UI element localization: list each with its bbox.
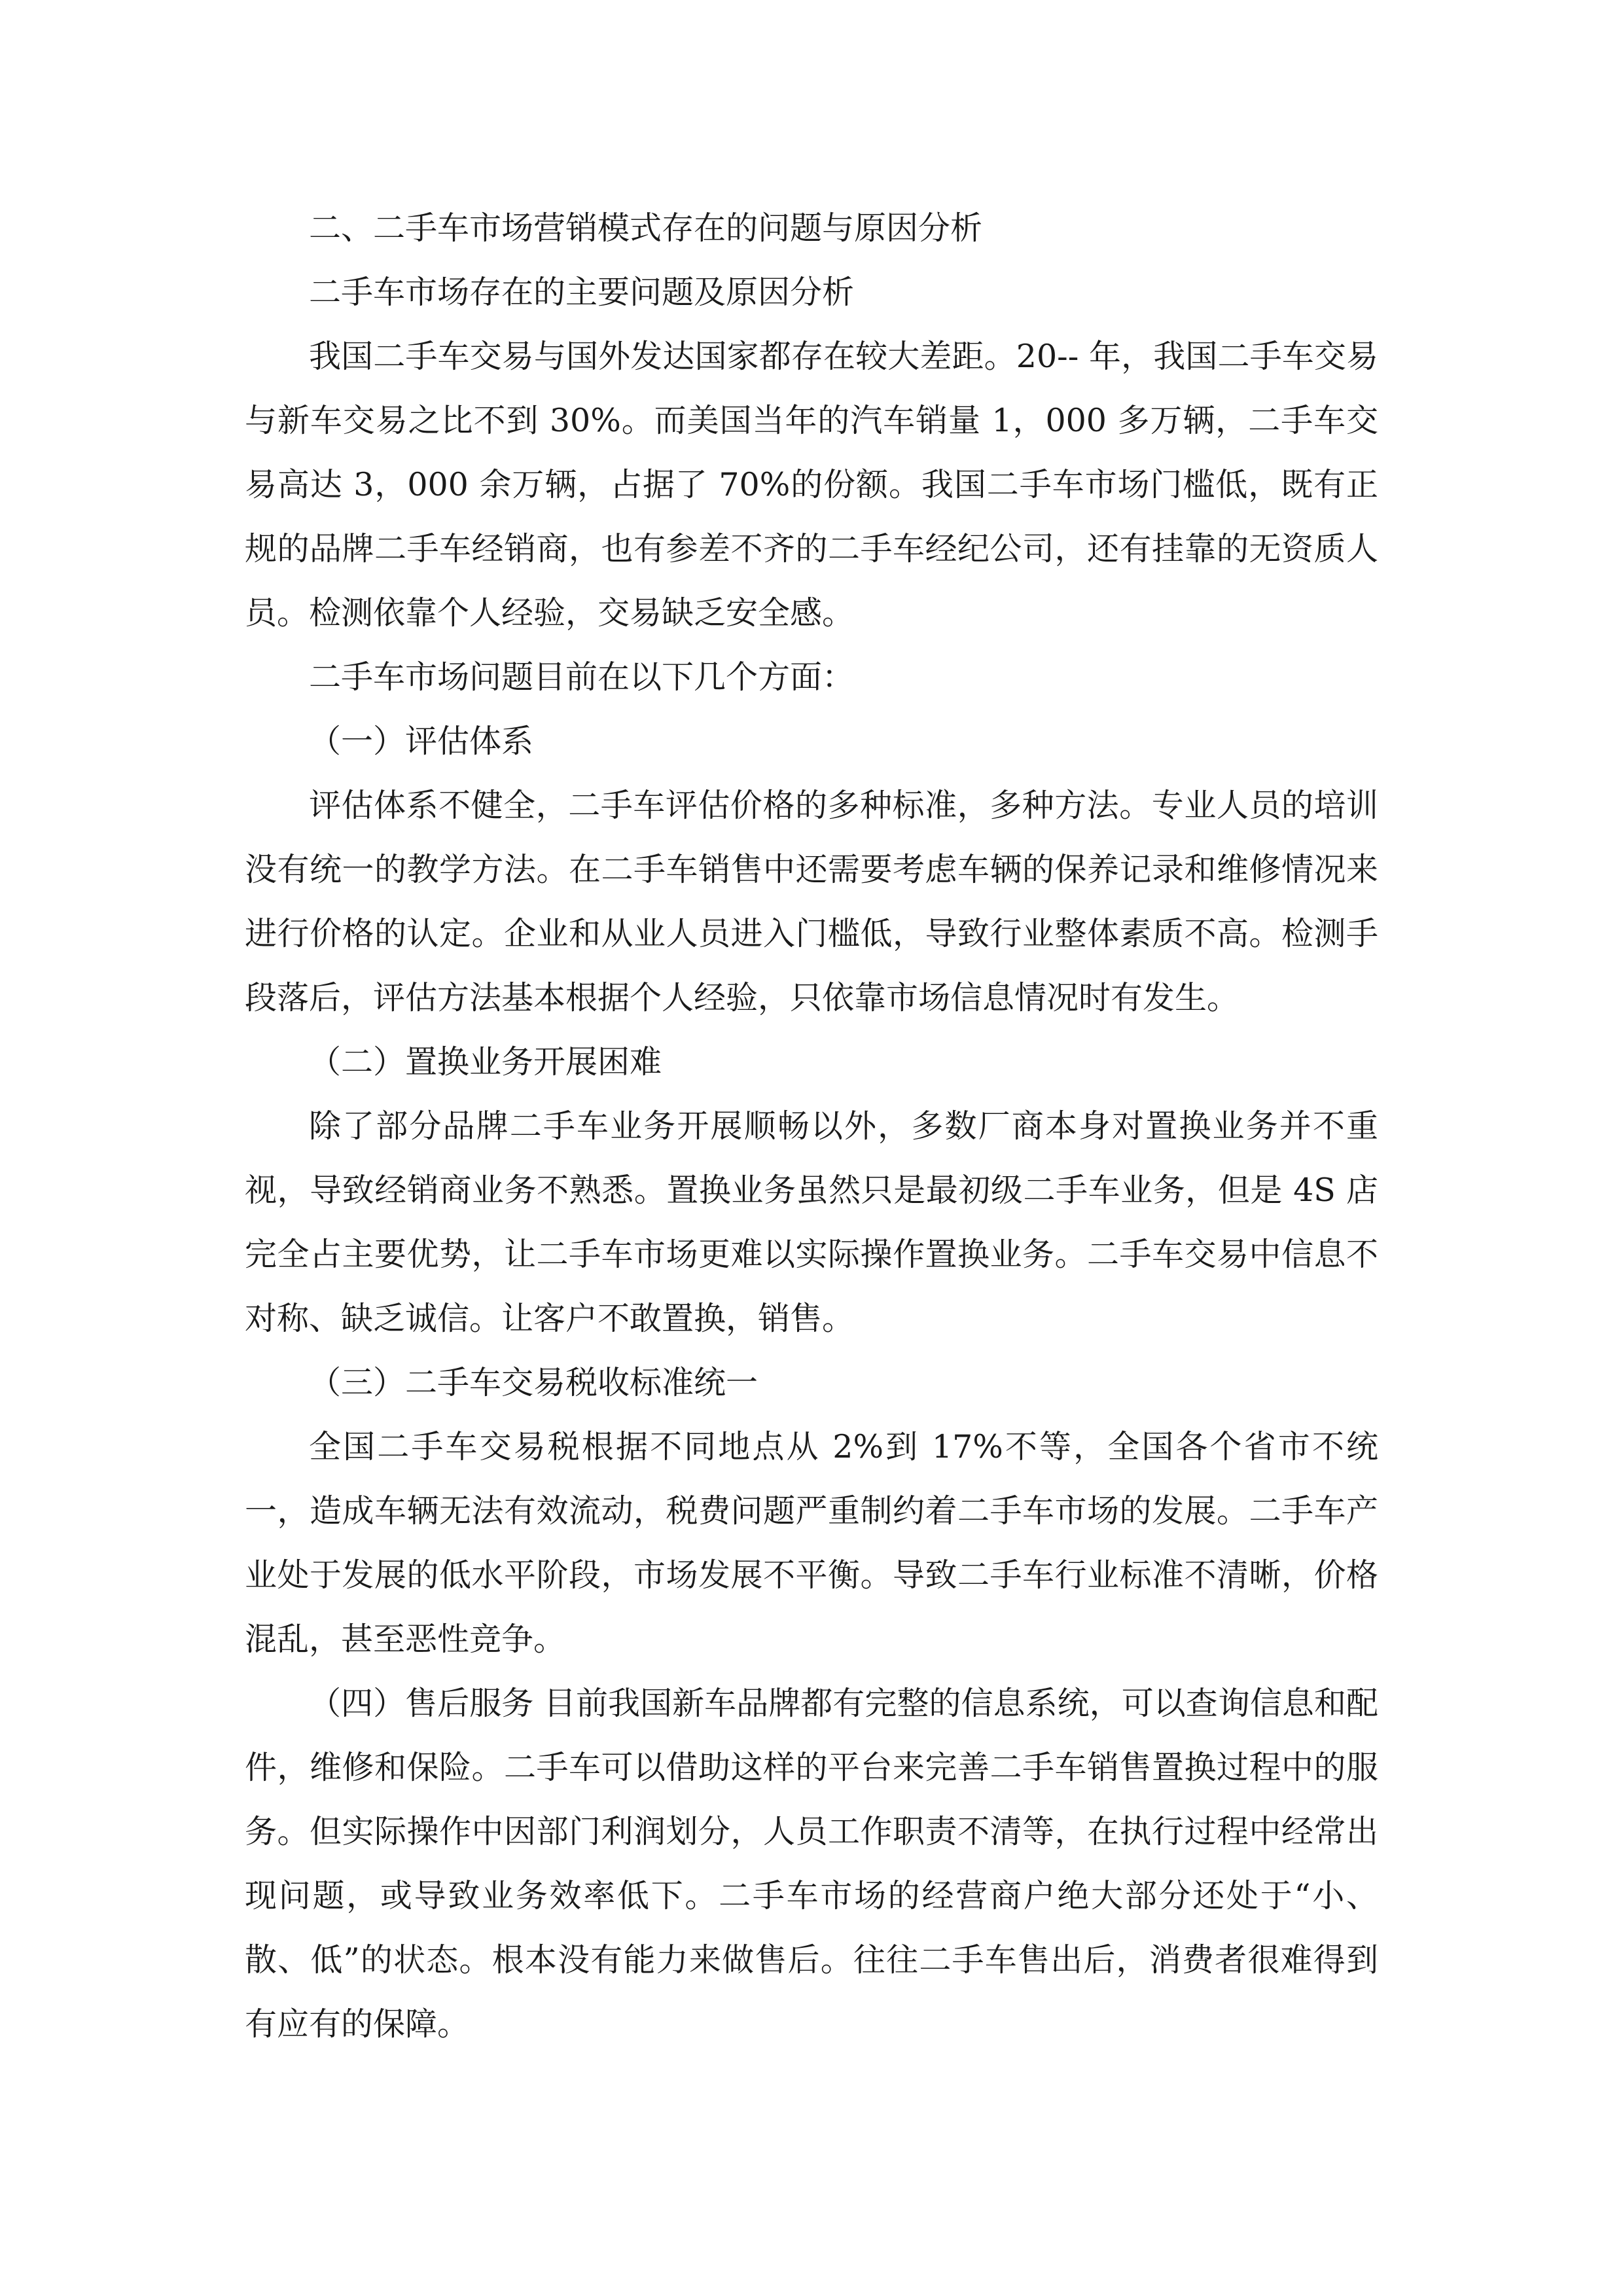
section-heading: 二、二手车市场营销模式存在的问题与原因分析 <box>309 209 983 247</box>
body-paragraph-tax: 全国二手车交易税根据不同地点从 2%到 17%不等，全国各个省市不统一，造成车辆无法有效流动，税费问题严重制约着二手车市场的发展。二手车产业处于发展的低水平阶段，市场发展不平衡。导致二手车行业标准不清晰，价格混乱，甚至恶性竞争。 <box>245 1428 1378 1658</box>
subsection-heading: 二手车市场存在的主要问题及原因分析 <box>309 274 855 311</box>
body-paragraph-replacement: 除了部分品牌二手车业务开展顺畅以外，多数厂商本身对置换业务并不重视，导致经销商业务不熟悉。置换业务虽然只是最初级二手车业务，但是 4S 店完全占主要优势，让二手车市场更难以实际操作置换业务。二手车交易中信息不对称、缺乏诚信。让客户不敢置换，销售。 <box>245 1107 1378 1337</box>
body-paragraph-overview: 我国二手车交易与国外发达国家都存在较大差距。20-- 年，我国二手车交易与新车交易之比不到 30%。而美国当年的汽车销量 1，000 多万辆，二手车交易高达 3，000 余万辆，占据了 70%的份额。我国二手车市场门槛低，既有正规的品牌二手车经销商，也有参差不齐的二手车经纪公司，还有挂靠的无资质人员。检测依靠个人经验，交易缺乏安全感。 <box>245 338 1378 632</box>
item-heading-evaluation: （一）评估体系 <box>309 723 534 760</box>
problems-intro: 二手车市场问题目前在以下几个方面： <box>309 658 855 696</box>
body-paragraph-after-sales: （四）售后服务 目前我国新车品牌都有完整的信息系统，可以查询信息和配件，维修和保险。二手车可以借助这样的平台来完善二手车销售置换过程中的服务。但实际操作中因部门利润划分，人员工作职责不清等，在执行过程中经常出现问题，或导致业务效率低下。二手车市场的经营商户绝大部分还处于“小、散、低”的状态。根本没有能力来做售后。往往二手车售出后，消费者很难得到有应有的保障。 <box>245 1685 1378 2043</box>
document-body <box>245 196 1378 2056</box>
item-heading-tax: （三）二手车交易税收标准统一 <box>309 1364 758 1401</box>
body-paragraph-evaluation: 评估体系不健全，二手车评估价格的多种标准，多种方法。专业人员的培训没有统一的教学方法。在二手车销售中还需要考虑车辆的保养记录和维修情况来进行价格的认定。企业和从业人员进入门槛低，导致行业整体素质不高。检测手段落后，评估方法基本根据个人经验，只依靠市场信息情况时有发生。 <box>245 787 1378 1016</box>
item-heading-replacement: （二）置换业务开展困难 <box>309 1043 662 1081</box>
